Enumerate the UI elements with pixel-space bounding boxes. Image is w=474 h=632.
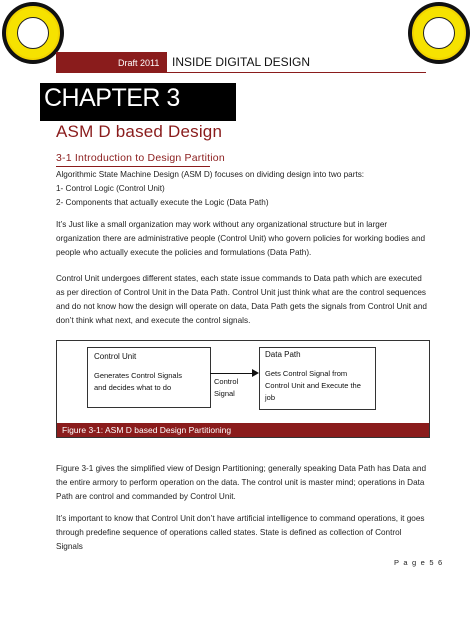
control-unit-desc-2: and decides what to do bbox=[94, 383, 172, 392]
data-path-desc-2: Control Unit and Execute the bbox=[265, 381, 361, 390]
badge-ring bbox=[6, 6, 60, 60]
badge-core bbox=[17, 17, 49, 49]
book-title: INSIDE DIGITAL DESIGN bbox=[172, 55, 311, 69]
header-rule bbox=[56, 72, 426, 73]
figure-caption: Figure 3-1: ASM D based Design Partitioning bbox=[62, 425, 232, 435]
list-item-1: 1- Control Logic (Control Unit) bbox=[56, 184, 165, 193]
data-path-desc-1: Gets Control Signal from bbox=[265, 369, 348, 378]
badge-core bbox=[423, 17, 455, 49]
draft-label: Draft 2011 bbox=[118, 58, 160, 68]
header-divider bbox=[166, 52, 167, 72]
paragraph-states: It’s important to know that Control Unit don’t have artificial intelligence to command operations, it goes through predefine sequence of operations called states. State is defined as collection of Control Signals bbox=[56, 514, 425, 551]
section-heading: 3-1 Introduction to Design Partition bbox=[56, 152, 225, 164]
signal-label bbox=[214, 376, 238, 400]
chapter-subtitle: ASM D based Design bbox=[56, 122, 223, 141]
list-item-2: 2- Components that actually execute the Logic (Data Path) bbox=[56, 198, 269, 207]
signal-label-1: Control bbox=[214, 377, 239, 386]
control-unit-desc-1: Generates Control Signals bbox=[94, 371, 182, 380]
control-unit-box bbox=[87, 347, 211, 408]
watermark-badge-right bbox=[408, 2, 470, 64]
data-path-title: Data Path bbox=[265, 350, 301, 359]
data-path-desc-3: job bbox=[265, 393, 276, 402]
data-path-box bbox=[259, 347, 376, 410]
paragraph-organization: It’s Just like a small organization may work without any organizational structure but in larger organization there are administrative people (Control Unit) who govern policies for working bodies and people who actually execute the policies and formulations (Data Path). bbox=[56, 220, 426, 257]
signal-arrow-head-icon bbox=[252, 369, 259, 377]
chapter-title: CHAPTER 3 bbox=[44, 84, 180, 112]
intro-paragraph: Algorithmic State Machine Design (ASM D) focuses on dividing design into two parts: bbox=[56, 170, 365, 179]
signal-arrow-line bbox=[210, 373, 254, 374]
section-underline bbox=[56, 166, 210, 167]
paragraph-control-unit: Control Unit undergoes different states, each state issue commands to Data path which are executed as per direction of Control Unit in the Data Path. Control Unit just think what are the control sequences and do not know how the design will operate on data, Data Path gets the signals from Control Unit and don’t think what next, and execute the control signals. bbox=[56, 274, 427, 325]
badge-ring bbox=[412, 6, 466, 60]
page-number: P a g e 5 6 bbox=[394, 558, 444, 567]
watermark-badge-left bbox=[2, 2, 64, 64]
paragraph-figure-desc: Figure 3-1 gives the simplified view of Design Partitioning; generally speaking Data Path has Data and the entire armory to perform operation on the data. The control unit is master mind; operations in Data Path are control and commanded by Control Unit. bbox=[56, 464, 427, 501]
control-unit-title: Control Unit bbox=[94, 352, 137, 361]
signal-label-2: Signal bbox=[214, 389, 235, 398]
